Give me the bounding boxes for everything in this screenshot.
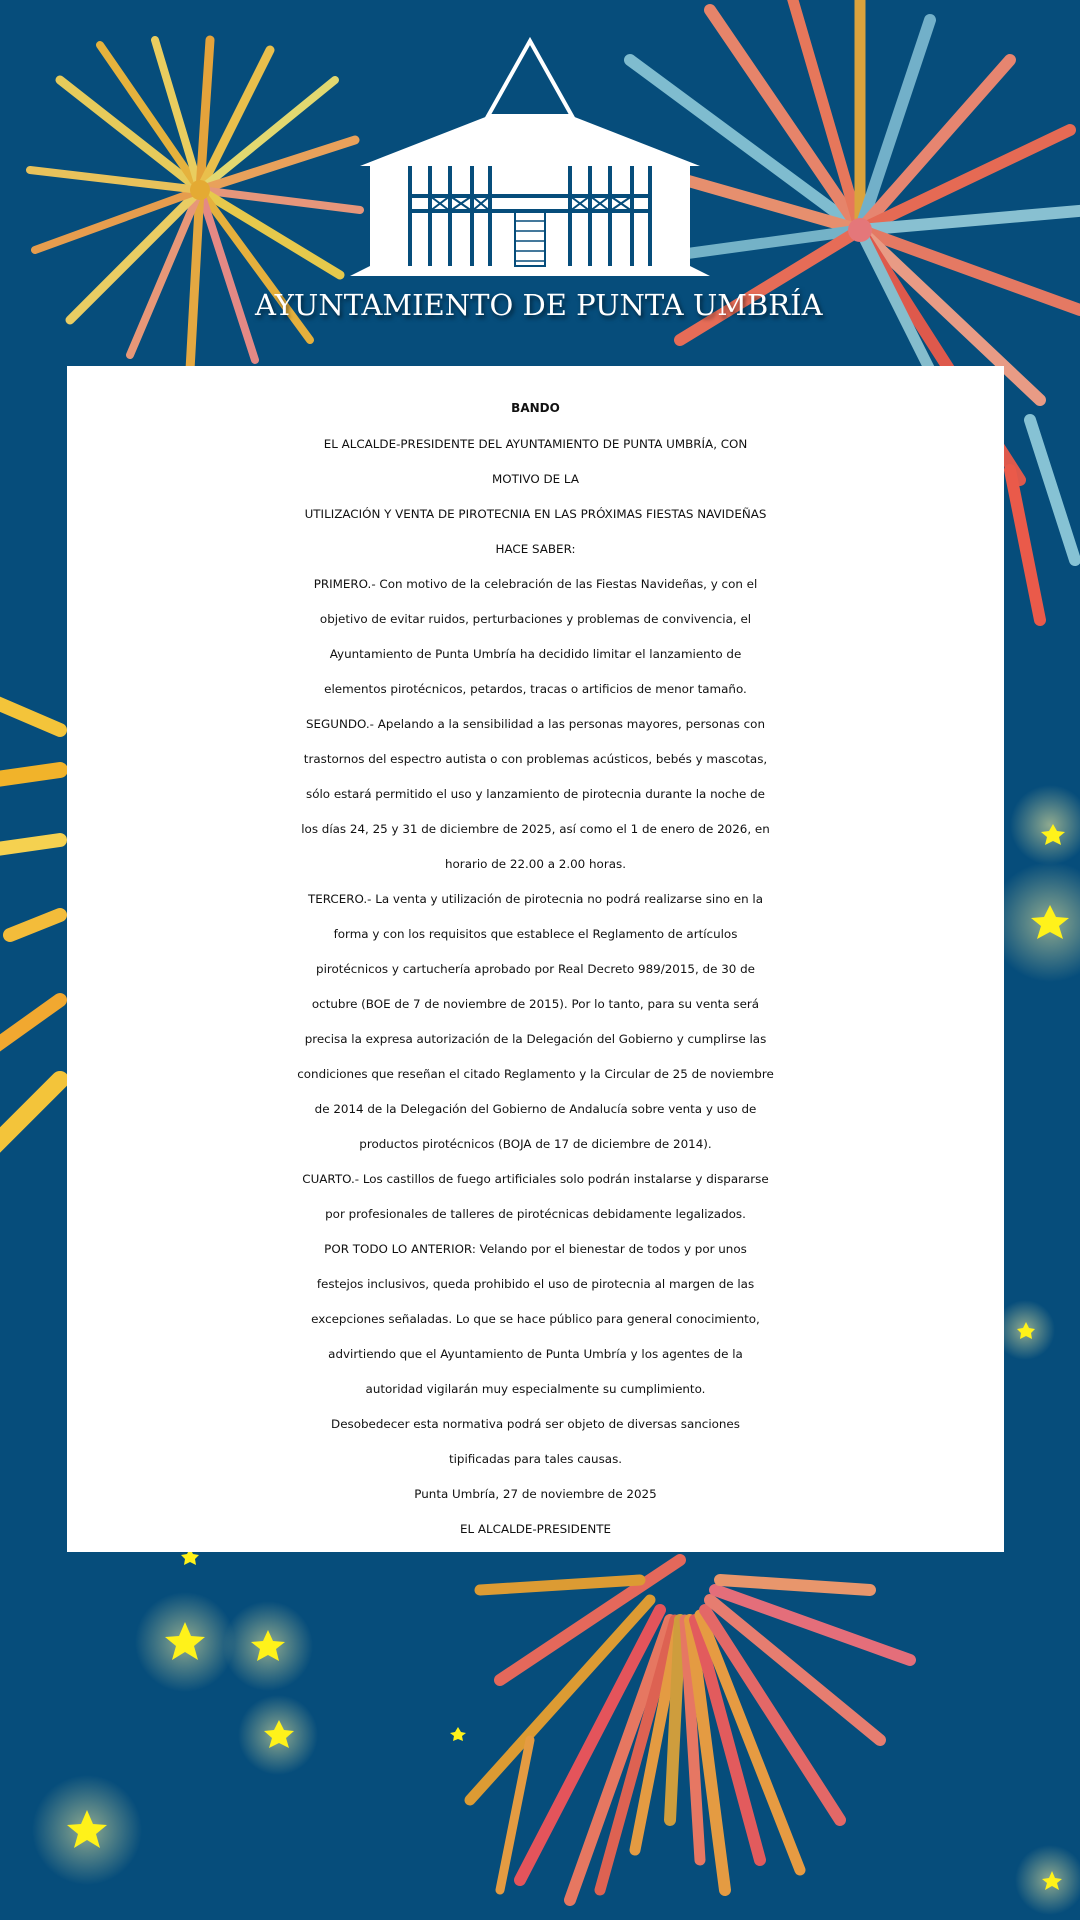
bando-line: EL ALCALDE-PRESIDENTE DEL AYUNTAMIENTO DE PUNTA UMBRÍA, CON [323,437,748,451]
bando-line: trastornos del espectro autista o con problemas acústicos, bebés y mascotas, [303,752,768,766]
bando-line: octubre (BOE de 7 de noviembre de 2015). Por lo tanto, para su venta será [311,997,760,1011]
bando-line: elementos pirotécnicos, petardos, tracas o artificios de menor tamaño. [324,682,747,696]
bando-line: productos pirotécnicos (BOJA de 17 de diciembre de 2014). [359,1137,712,1151]
bando-line: por profesionales de talleres de pirotécnicas debidamente legalizados. [325,1207,746,1221]
bando-line: MOTIVO DE LA [492,472,579,486]
bando-line: sólo estará permitido el uso y lanzamiento de pirotecnia durante la noche de [306,787,765,801]
bando-line: los días 24, 25 y 31 de diciembre de 2025, así como el 1 de enero de 2026, en [301,822,770,836]
bando-line: POR TODO LO ANTERIOR: Velando por el bienestar de todos y por unos [324,1242,747,1256]
bando-line: Desobedecer esta normativa podrá ser objeto de diversas sanciones [331,1417,740,1431]
star-icon [450,1727,466,1741]
bando-line: autoridad vigilarán muy especialmente su cumplimiento. [365,1382,706,1396]
bando-line: EL ALCALDE-PRESIDENTE [459,1522,612,1536]
bando-line: excepciones señaladas. Lo que se hace público para general conocimiento, [311,1312,760,1326]
firework-bottom [470,1560,910,1900]
bando-line: Punta Umbría, 27 de noviembre de 2025 [414,1487,657,1501]
bando-line: UTILIZACIÓN Y VENTA DE PIROTECNIA EN LAS PRÓXIMAS FIESTAS NAVIDEÑAS [304,507,767,521]
logo-text: AYUNTAMIENTO DE PUNTA UMBRÍA [255,288,823,322]
bando-line: TERCERO.- La venta y utilización de pirotecnia no podrá realizarse sino en la [307,892,764,906]
firework-left-edge [0,700,60,1150]
bando-title: BANDO [511,401,560,415]
bando-line: precisa la expresa autorización de la Delegación del Gobierno y cumplirse las [304,1032,767,1046]
firework-right-edge [1010,420,1075,620]
bando-line: Ayuntamiento de Punta Umbría ha decidido limitar el lanzamiento de [329,647,742,661]
bando-line: festejos inclusivos, queda prohibido el uso de pirotecnia al margen de las [316,1277,755,1291]
bando-line: advirtiendo que el Ayuntamiento de Punta Umbría y los agentes de la [328,1347,743,1361]
bando-line: SEGUNDO.- Apelando a la sensibilidad a las personas mayores, personas con [306,717,765,731]
bando-line: forma y con los requisitos que establece el Reglamento de artículos [333,927,738,941]
bando-line: de 2014 de la Delegación del Gobierno de Andalucía sobre venta y uso de [314,1102,757,1116]
bando-panel [67,366,1004,1552]
bando-line: pirotécnicos y cartuchería aprobado por Real Decreto 989/2015, de 30 de [316,962,755,976]
bando-line: condiciones que reseñan el citado Reglamento y la Circular de 25 de noviembre [297,1067,774,1081]
bando-line: objetivo de evitar ruidos, perturbaciones y problemas de convivencia, el [319,612,752,626]
bando-line: tipificadas para tales causas. [448,1452,623,1466]
bando-line: CUARTO.- Los castillos de fuego artificiales solo podrán instalarse y dispararse [302,1172,769,1186]
bando-body [67,427,1004,1547]
bando-line: HACE SABER: [495,542,576,556]
bando-line: PRIMERO.- Con motivo de la celebración de las Fiestas Navideñas, y con el [313,577,758,591]
bando-line: horario de 22.00 a 2.00 horas. [445,857,626,871]
